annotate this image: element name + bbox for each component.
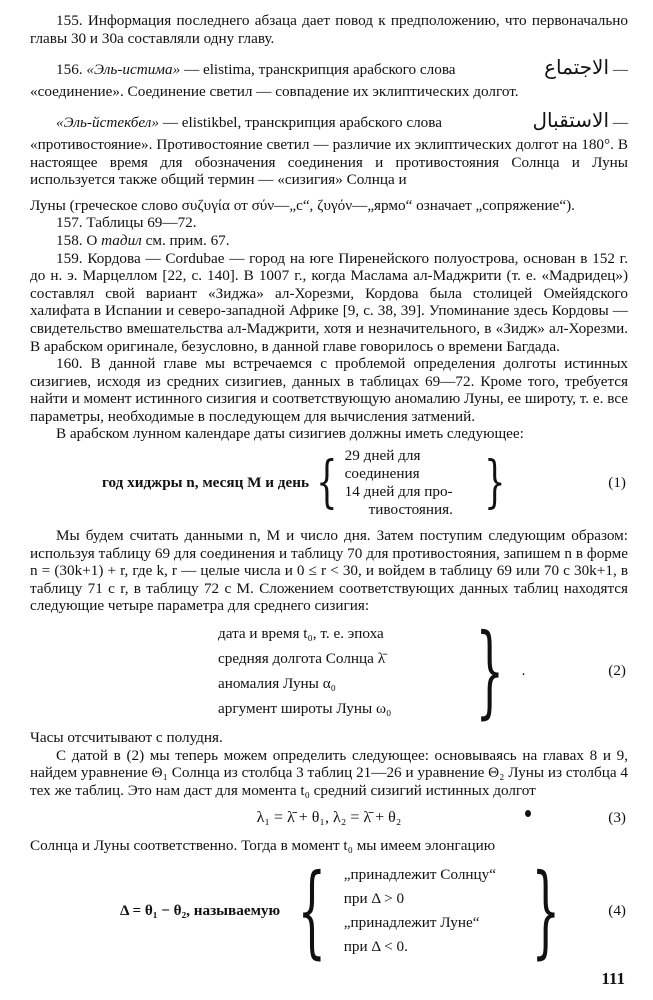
eq4-case: „принадлежит Луне“ (343, 913, 480, 931)
note-155: 155. Информация последнего абзаца дает повод к предположению, что первоначально главы 30 и 30а составляли одну главу. (30, 12, 628, 47)
eq2-item: дата и время t₀, т. е. эпоха (218, 625, 384, 643)
eq2-item: средняя долгота Солнца λ̄ (218, 650, 386, 668)
eq1-case: 14 дней для про- (344, 483, 453, 501)
note-156-arabic-group (544, 55, 628, 80)
note-156b-text (56, 114, 442, 132)
period: . (521, 662, 526, 680)
term-elistima: «Эль-истима» (86, 61, 181, 79)
equation-number-1: (1) (608, 474, 626, 492)
eq2-item: аргумент широты Луны ω₀ (218, 700, 392, 718)
note-158 (30, 232, 628, 250)
note-160: 160. В данной главе мы встречаемся с проблемой определения долготы истинных сизигиев, исходя из средних сизигиев, данных в таблицах 69—72. Кроме того, требуется найти и момент истинного сизигия и соответствующую аномалию Луны, ее широту, т. е. все параметры, необходимые в последующем для вычисления затмений. (30, 355, 628, 425)
note-156b-rest: — elistikbel, транскрипция арабского слова (162, 114, 442, 132)
equation-1 (30, 447, 628, 519)
right-brace: } (475, 612, 505, 730)
eq4-lhs: Δ = θ₁ − θ₂, называемую (120, 901, 281, 919)
data-paragraph: Мы будем считать данными n, M и число дня. Затем поступим следующим образом: используя таблицу 69 для соединения и таблицу 70 для противостояния, запишем n в форме n = (30k+1) + r, где k, r — целые числа и 0 ≤ r < 30, и войдем в таблицу 69 или 70 с 30k+1, в таблицу 71 с r, в таблицу 72 с M. Сложением соответствующих данных таблиц находятся следующие четыре параметра для среднего сизигия: (30, 527, 628, 615)
equation-3 (30, 809, 628, 827)
equation-2 (30, 612, 628, 730)
note-156-line2: «соединение». Соединение светил — совпадение их эклиптических долгот. (30, 82, 519, 100)
equation-4 (30, 851, 628, 969)
arabic-word-ijtima: الاجتماع (544, 55, 610, 80)
term-elistikbel: «Эль-йстекбел» (56, 114, 160, 132)
date-paragraph: С датой в (2) мы теперь можем определить следующее: основываясь на главах 8 и 9, найдем уравнение Θ₁ Солнца из столбца 3 таблиц 21—26 и уравнение Θ₂ Луны из столбца 4 тех же таблиц. Это нам даст для момента t₀ средний сизигий истинных долгот (30, 746, 628, 799)
eq3-formula: λ₁ = λ̄ + θ₁, λ₂ = λ̄ + θ₂ (256, 809, 402, 827)
left-brace: { (297, 851, 327, 969)
eq1-case: тивостояния. (368, 501, 453, 519)
equation-number-2: (2) (608, 662, 626, 680)
term-tadil: тадил (101, 231, 142, 249)
calendar-paragraph: В арабском лунном календаре даты сизигиев должны иметь следующее: (56, 425, 524, 443)
note-156-text (56, 61, 456, 79)
note-156b-arabic-group (532, 108, 628, 133)
eq4-case: „принадлежит Солнцу“ (343, 865, 497, 883)
page-number: 111 (601, 969, 625, 988)
dash: — (612, 114, 628, 132)
eq4-cases (344, 863, 514, 959)
elongation-paragraph: Солнца и Луны соответственно. Тогда в момент t₀ мы имеем элонгацию (30, 837, 496, 854)
eq2-items (218, 621, 458, 721)
note-158-a: 158. О (56, 231, 102, 249)
note-158-b: см. прим. 67. (141, 231, 230, 249)
document-page (30, 12, 628, 969)
eq4-case: при Δ > 0 (343, 889, 405, 907)
note-156-rest: — elistima, транскрипция арабского слова (183, 61, 456, 79)
hours-paragraph: Часы отсчитывают с полудня. (30, 729, 223, 747)
note-159: 159. Кордова — Cordubae — город на юге Пиренейского полуострова, основан в 152 г. до н. э. Марцеллом [22, с. 140]. В 1007 г., когда Маслама ал-Маджрити (т. е. «Мадридец») составлял свой вариант «Зиджа» ал-Хорезми, Кордова была столицей Омейядского халифата в Испании и северо-западной Африке [9, с. 38, 39]. Упоминание здесь Кордовы — свидетельство вмешательства ал-Маджрити, хотя и незначительного, в «Зидж» ал-Хорезми. В арабском оригинале, безусловно, в данной главе говорилось о времени Багдада. (30, 249, 628, 355)
eq2-item: аномалия Луны α₀ (218, 675, 336, 693)
eq1-lhs: год хиджры n, месяц M и день (102, 474, 309, 492)
note-156b-continuation: «противостояние». Противостояние светил — различие их эклиптических долгот на 180°. В настоящее время для обозначения соединения и противостояния Солнца и Луны используется также общий термин — «сизигия» Солнца и (30, 135, 628, 189)
note-156-number: 156. (56, 61, 83, 79)
eq4-case: при Δ < 0. (343, 937, 408, 955)
right-brace: } (483, 450, 506, 516)
ink-speck (525, 810, 531, 817)
dash: — (612, 61, 628, 79)
left-brace: { (316, 450, 338, 516)
note-157: 157. Таблицы 69—72. (56, 214, 197, 232)
note-156-line1 (30, 55, 628, 80)
eq1-cases (345, 447, 477, 519)
arabic-word-istiqbal: الاستقبال (532, 108, 610, 133)
equation-number-3: (3) (608, 809, 626, 827)
note-156b-line1 (30, 108, 628, 133)
eq1-case: 29 дней для соединения (344, 447, 421, 483)
equation-number-4: (4) (608, 901, 626, 919)
right-brace: } (531, 851, 560, 969)
eq1-cases-block (309, 447, 512, 519)
note-156b-greek: Луны (греческое слово συζυγία от σύν—„с“, ζυγόν—„ярмо“ означает „сопряжение“). (30, 196, 575, 214)
